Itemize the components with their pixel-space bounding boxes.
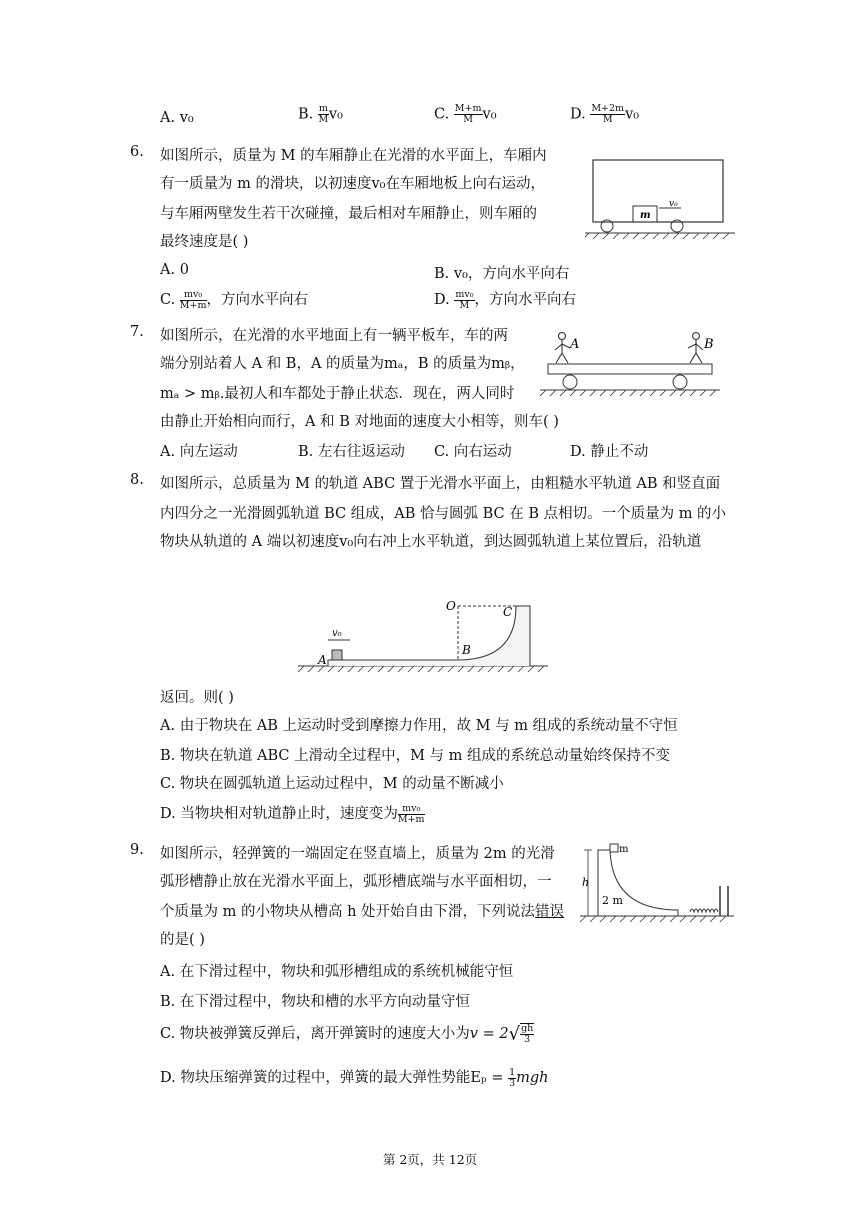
q9-underlined-word: 错误 (535, 904, 565, 920)
q9-line-4: 的是( ) (160, 932, 205, 948)
q7-line-2: 端分别站着人 A 和 B，A 的质量为mₐ，B 的质量为mᵦ， (160, 356, 525, 372)
q6-option-a: A. 0 (160, 262, 189, 278)
q9-figure-label-h: h (582, 876, 590, 889)
q8-option-c: C. 物块在圆弧轨道上运动过程中，M 的动量不断减小 (160, 776, 504, 792)
q8-figure-track (298, 598, 548, 680)
q8-figure-label-v: v₀ (332, 628, 342, 639)
q8-figure-label-c: C (503, 605, 513, 619)
q8-line-4: 返回。则( ) (160, 690, 234, 706)
q6-number: 6. (130, 144, 144, 160)
q7-figure-label-a: A (570, 337, 580, 352)
q6-figure-block-label: m (640, 210, 651, 221)
q8-line-3: 物块从轨道的 A 端以初速度v₀向右冲上水平轨道，到达圆弧轨道上某位置后，沿轨道 (160, 534, 702, 550)
q6-figure-carriage (585, 156, 735, 240)
q8-figure-label-b: B (462, 643, 471, 657)
q9-figure-label-m: m (619, 844, 629, 855)
q6-option-c: C. $\frac{\text{mv₀}}{M+m}$ ，方向水平向右 (160, 288, 308, 311)
q8-number: 8. (130, 472, 144, 488)
q9-option-b: B. 在下滑过程中，物块和槽的水平方向动量守恒 (160, 994, 470, 1010)
page-footer: 第 2页，共 12页 (382, 1152, 478, 1167)
q8-option-d: D. 当物块相对轨道静止时，速度变为 $\frac{\text{mv₀}}{M+m}$ (160, 802, 425, 825)
q9-option-a: A. 在下滑过程中，物块和弧形槽组成的系统机械能守恒 (160, 964, 514, 980)
q5-option-a: A. v₀ (160, 110, 194, 126)
q6-line-3: 与车厢两壁发生若干次碰撞，最后相对车厢静止，则车厢的 (160, 206, 537, 222)
q8-option-a: A. 由于物块在 AB 上运动时受到摩擦力作用，故 M 与 m 组成的系统动量不守恒 (160, 718, 678, 734)
q6-line-4: 最终速度是( ) (160, 234, 249, 250)
q6-figure-velocity-label: v₀ (669, 199, 678, 209)
q6-option-d: D. $\frac{\text{mv₀}}{M}$ ，方向水平向右 (434, 288, 577, 311)
q8-option-b: B. 物块在轨道 ABC 上滑动全过程中，M 与 m 组成的系统总动量始终保持不变 (160, 748, 671, 764)
q9-number: 9. (130, 842, 144, 858)
q8-line-1: 如图所示，总质量为 M 的轨道 ABC 置于光滑水平面上，由粗糙水平轨道 AB 和竖直面 (160, 476, 721, 492)
q9-figure-slope (578, 842, 738, 922)
q5-option-c: C. $\frac{M+m}{M}$ v₀ (434, 103, 497, 125)
q7-figure-person-b (688, 333, 703, 364)
q9-line-2: 弧形槽静止放在光滑水平面上，弧形槽底端与水平面相切，一 (160, 874, 552, 890)
q7-figure-flatcar (540, 328, 720, 408)
q8-figure-label-a: A (318, 653, 327, 667)
q7-option-a: A. 向左运动 (160, 444, 238, 460)
q7-line-4: 由静止开始相向而行，A 和 B 对地面的速度大小相等，则车( ) (160, 414, 559, 430)
q6-line-1: 如图所示，质量为 M 的车厢静止在光滑的水平面上，车厢内 (160, 148, 547, 164)
q6-option-b: B. v₀，方向水平向右 (434, 266, 570, 282)
q9-line-3: 个质量为 m 的小物块从槽高 h 处开始自由下滑，下列说法错误 (160, 904, 565, 920)
q6-line-2: 有一质量为 m 的滑块，以初速度v₀在车厢地板上向右运动， (160, 176, 545, 192)
q7-line-3: mₐ > mᵦ.最初人和车都处于静止状态．现在，两人同时 (160, 386, 515, 402)
q7-option-b: B. 左右往返运动 (298, 444, 405, 460)
q9-line-1: 如图所示，轻弹簧的一端固定在竖直墙上，质量为 2m 的光滑 (160, 846, 555, 862)
q8-figure-label-o: O (446, 599, 456, 613)
q7-figure-label-b: B (704, 337, 714, 352)
q5-option-b: B. $\frac{m}{M}$ v₀ (298, 103, 343, 125)
q9-figure-label-2m: 2 m (602, 894, 623, 907)
q5-option-d: D. $\frac{M+2m}{M}$ v₀ (570, 103, 640, 125)
q7-line-1: 如图所示，在光滑的水平地面上有一辆平板车，车的两 (160, 328, 508, 344)
q7-number: 7. (130, 324, 144, 340)
q8-line-2: 内四分之一光滑圆弧轨道 BC 组成，AB 恰与圆弧 BC 在 B 点相切。一个质量为 m 的小 (160, 506, 727, 522)
q9-option-c: C. 物块被弹簧反弹后，离开弹簧时的速度大小为v = 2√ $\frac{gh}{3}$ (160, 1023, 534, 1045)
q9-option-d: D. 物块压缩弹簧的过程中，弹簧的最大弹性势能Eₚ = $\frac{1}{3}$ mgh (160, 1066, 549, 1089)
q7-option-d: D. 静止不动 (570, 444, 649, 460)
q7-figure-person-a (555, 333, 570, 364)
q7-option-c: C. 向右运动 (434, 444, 512, 460)
